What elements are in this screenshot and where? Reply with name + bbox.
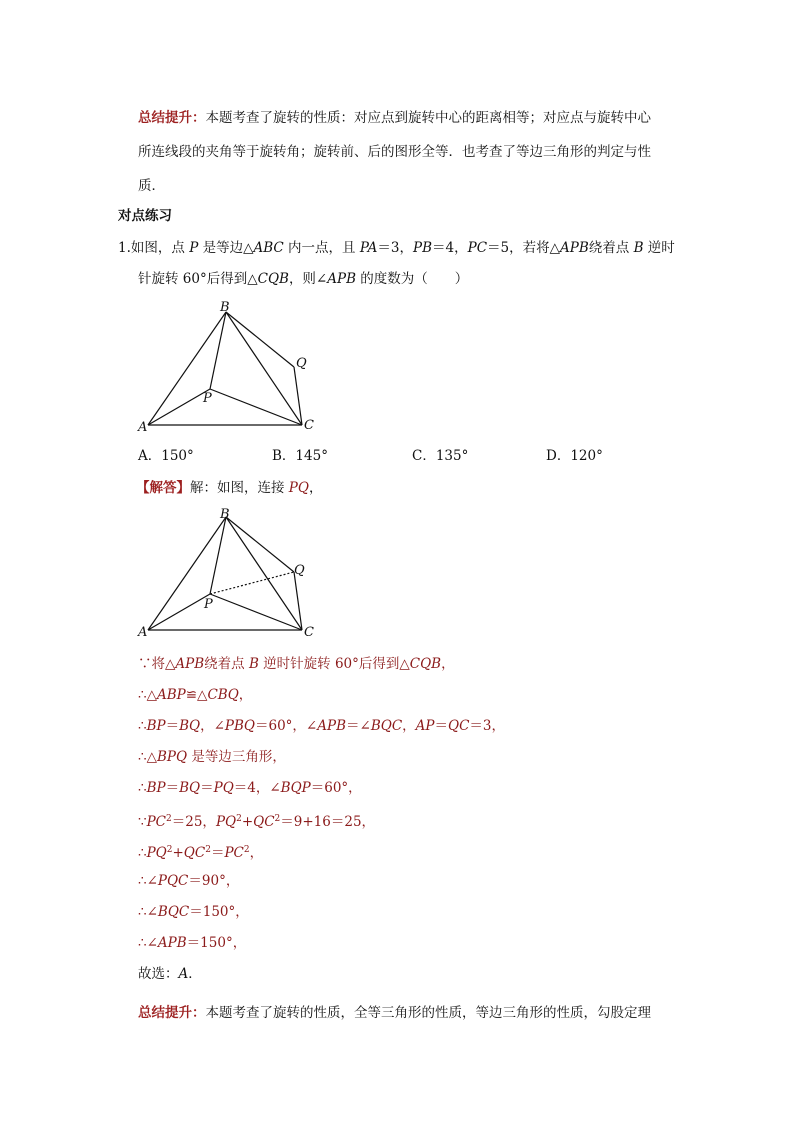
label-q: Q	[294, 563, 305, 578]
question-line1: 1.如图，点 P 是等边△ABC 内一点，且 PA＝3，PB＝4，PC＝5，若将△APB绕着点 B 逆时	[118, 240, 675, 256]
step-6: $\because PC^2=25$，$PQ^2+QC^2=9+16=25$，	[138, 814, 376, 830]
summary1-line2: 所连线段的夹角等于旋转角；旋转前、后的图形全等．也考查了等边三角形的判定与性	[138, 144, 651, 160]
label-q: Q	[296, 356, 307, 371]
step-1: ∵将△APB绕着点 B 逆时针旋转 60°后得到△CQB，	[138, 656, 455, 672]
summary2-line1: 总结提升：本题考查了旋转的性质，全等三角形的性质，等边三角形的性质，勾股定理	[138, 1005, 651, 1021]
option-a[interactable]: A．150°	[138, 448, 194, 464]
summary1-line3: 质．	[138, 178, 165, 194]
step-9: ∴∠BQC＝150°，	[138, 904, 249, 920]
step-5: ∴BP＝BQ＝PQ＝4，∠BQP＝60°，	[138, 780, 362, 796]
label-a: A	[138, 625, 148, 640]
summary1-line1: 总结提升：本题考查了旋转的性质：对应点到旋转中心的距离相等；对应点与旋转中心	[138, 110, 651, 126]
option-b[interactable]: B．145°	[272, 448, 328, 464]
step-2: ∴△ABP≌△CBQ，	[138, 687, 253, 703]
question-line2: 针旋转 60°后得到△CQB，则∠APB 的度数为（ ）	[138, 271, 469, 287]
label-p: P	[204, 597, 213, 612]
section-title: 对点练习	[118, 208, 172, 224]
step-3: ∴BP＝BQ，∠PBQ＝60°，∠APB＝∠BQC，AP＝QC＝3，	[138, 718, 505, 734]
summary-label: 总结提升：	[138, 110, 206, 126]
summary-label: 总结提升：	[138, 1005, 206, 1021]
figure-2	[130, 502, 330, 642]
final-choice: 故选：A．	[138, 966, 202, 982]
option-c[interactable]: C．135°	[412, 448, 469, 464]
label-a: A	[138, 420, 148, 435]
label-b: B	[220, 300, 230, 315]
answer-intro: 【解答】解：如图，连接 PQ，	[136, 480, 323, 496]
step-10: ∴∠APB＝150°，	[138, 935, 247, 951]
label-c: C	[304, 625, 314, 640]
label-b: B	[220, 507, 230, 522]
answer-label: 【解答】	[136, 480, 190, 496]
step-4: ∴△BPQ 是等边三角形，	[138, 749, 286, 765]
label-p: P	[203, 391, 212, 406]
figure-1	[130, 295, 330, 435]
label-c: C	[304, 418, 314, 433]
option-d[interactable]: D．120°	[546, 448, 603, 464]
step-7: $\therefore PQ^2+QC^2=PC^2$，	[138, 845, 264, 861]
step-8: ∴∠PQC＝90°，	[138, 873, 240, 889]
